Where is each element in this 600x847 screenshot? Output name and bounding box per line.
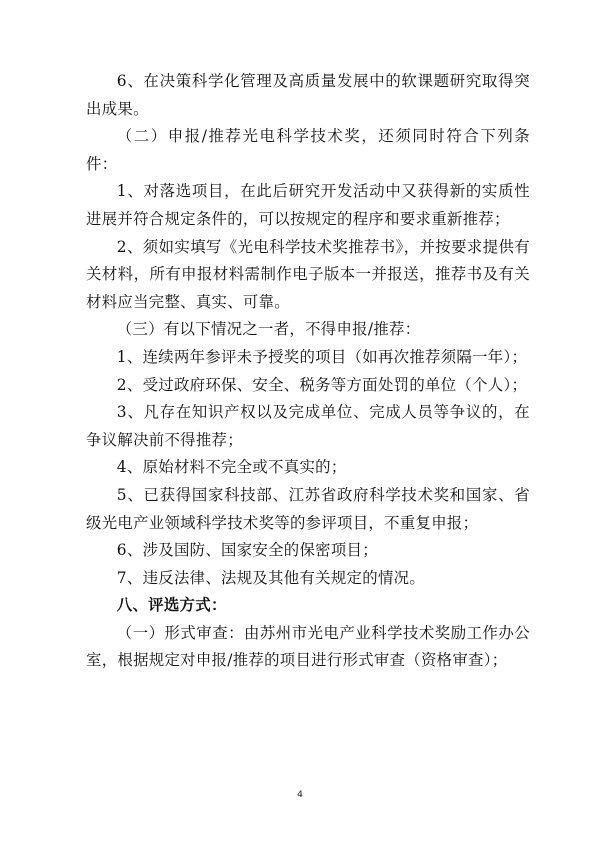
paragraph-exclusion-3: 3、凡存在知识产权以及完成单位、完成人员等争议的，在争议解决前不得推荐； xyxy=(86,403,530,449)
paragraph-exclusion-5: 5、已获得国家科技部、江苏省政府科学技术奖和国家、省级光电产业领域科学技术奖等的参评项目，不重复申报； xyxy=(86,485,530,532)
paragraph-item-6-softscience: 6、在决策科学化管理及高质量发展中的软课题研究取得突出成果。 xyxy=(86,72,530,118)
paragraph-exclusion-4: 4、原始材料不完全或不真实的； xyxy=(116,458,347,477)
body-text xyxy=(86,68,530,675)
page-number: 4 xyxy=(297,790,303,800)
section-heading-evaluation: 八、评选方式： xyxy=(116,596,227,615)
paragraph-exclusion-7: 7、违反法律、法规及其他有关规定的情况。 xyxy=(116,568,426,587)
paragraph-formal-review: （一）形式审查：由苏州市光电产业科学技术奖励工作办公室，根据规定对申报/推荐的项目进行形式审查（资格审查）； xyxy=(86,623,530,670)
paragraph-exclusion-2: 2、受过政府环保、安全、税务等方面处罚的单位（个人）； xyxy=(116,375,528,394)
paragraph-condition-2: 2、须如实填写《光电科学技术奖推荐书》，并按要求提供有关材料，所有申报材料需制作电子版本一并报送，推荐书及有关材料应当完整、真实、可靠。 xyxy=(86,237,530,311)
paragraph-exclusion-6: 6、涉及国防、国家安全的保密项目； xyxy=(116,541,378,560)
paragraph-subheading-conditions: （二）申报/推荐光电科学技术奖，还须同时符合下列条件： xyxy=(86,127,530,173)
paragraph-condition-1: 1、对落选项目，在此后研究开发活动中又获得新的实质性进展并符合规定条件的，可以按规定的程序和要求重新推荐； xyxy=(86,182,530,228)
paragraph-subheading-exclusions: （三）有以下情况之一者，不得申报/推荐： xyxy=(116,320,421,339)
paragraph-exclusion-1: 1、连续两年参评未予授奖的项目（如再次推荐须隔一年）； xyxy=(116,347,528,366)
